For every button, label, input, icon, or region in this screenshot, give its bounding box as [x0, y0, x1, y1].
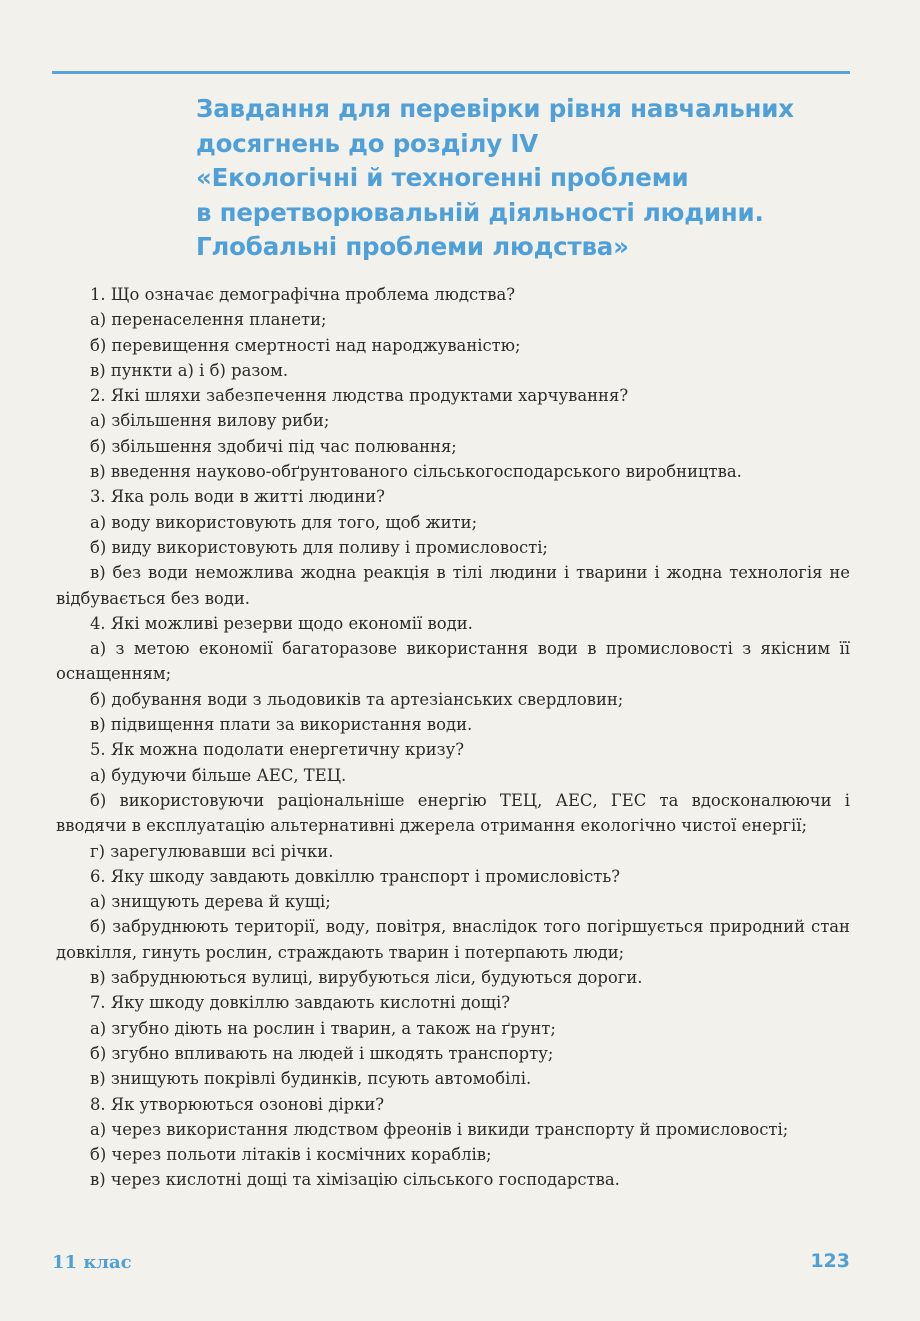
question-5-option-d: г) зарегулювавши всі річки.: [90, 841, 334, 861]
question-4-option-b: б) добування води з льодовиків та артезіанських свердловин;: [90, 689, 624, 709]
top-divider: [52, 71, 850, 74]
question-7-option-b: б) згубно впливають на людей і шкодять транспорту;: [90, 1043, 554, 1063]
question-1-option-a: а) перенаселення планети;: [90, 310, 327, 330]
question-4-option-c: в) підвищення плати за використання води.: [90, 715, 473, 735]
heading-line-1: Завдання для перевірки рівня навчальних: [196, 94, 794, 123]
questions-body: [56, 282, 850, 1193]
question-5-option-a: а) будуючи більше АЕС, ТЕЦ.: [90, 765, 347, 785]
question-3-option-b: б) виду використовують для поливу і промисловості;: [90, 537, 548, 557]
question-1-option-b: б) перевищення смертності над народжуваністю;: [90, 335, 521, 355]
page-number: 123: [810, 1250, 850, 1272]
grade-label: 11 клас: [52, 1252, 132, 1273]
question-1-option-c: в) пункти а) і б) разом.: [90, 360, 289, 380]
question-6: 6. Яку шкоду завдають довкіллю транспорт і промисловість?: [90, 866, 621, 886]
question-4-option-a: а) з метою економії багаторазове використання води в промисловості з якісним її оснащенням;: [56, 639, 850, 684]
question-7-option-a: а) згубно діють на рослин і тварин, а також на ґрунт;: [90, 1018, 556, 1038]
heading-line-5: Глобальні проблеми людства»: [196, 232, 629, 261]
heading-line-3: «Екологічні й техногенні проблеми: [196, 163, 689, 192]
question-2-option-a: а) збільшення вилову риби;: [90, 411, 330, 431]
question-5: 5. Як можна подолати енергетичну кризу?: [90, 740, 465, 760]
question-5-option-b: б) використовуючи раціональніше енергію ТЕЦ, АЕС, ГЕС та вдосконалюючи і вводячи в експлуатацію альтернативні джерела отримання екологічно чистої енергії;: [56, 790, 850, 836]
question-6-option-b: б) забруднюють території, воду, повітря, внаслідок того погіршується природний стан довкілля, гинуть рослин, страждають тварин і потерпають люди;: [56, 917, 850, 962]
question-3: 3. Яка роль води в житті людини?: [90, 487, 385, 507]
question-2: 2. Які шляхи забезпечення людства продуктами харчування?: [90, 386, 629, 406]
heading-line-4: в перетворювальній діяльності людини.: [196, 197, 764, 227]
question-3-option-a: а) воду використовують для того, щоб жити;: [90, 512, 478, 532]
question-4: 4. Які можливі резерви щодо економії води.: [90, 613, 473, 633]
question-1: 1. Що означає демографічна проблема людства?: [90, 285, 516, 304]
question-7: 7. Яку шкоду довкіллю завдають кислотні дощі?: [90, 993, 511, 1013]
question-7-option-c: в) знищують покрівлі будинків, псують автомобілі.: [90, 1069, 532, 1089]
heading-line-2: досягнень до розділу IV: [196, 128, 539, 158]
question-8-option-b: б) через польоти літаків і космічних кораблів;: [90, 1145, 492, 1165]
section-heading: [196, 92, 836, 265]
question-8: 8. Як утворюються озонові дірки?: [90, 1094, 385, 1114]
question-6-option-a: а) знищують дерева й кущі;: [90, 892, 331, 912]
question-8-option-a: а) через використання людством фреонів і викиди транспорту й промисловості;: [90, 1119, 789, 1139]
question-3-option-c: в) без води неможлива жодна реакція в тілі людини і тварини і жодна технологія не відбувається без води.: [56, 563, 850, 608]
question-2-option-b: б) збільшення здобичі під час полювання;: [90, 436, 457, 456]
question-2-option-c: в) введення науково-обґрунтованого сільськогосподарського виробництва.: [90, 462, 742, 482]
question-6-option-c: в) забруднюються вулиці, вирубуються ліси, будуються дороги.: [90, 968, 643, 988]
question-8-option-c: в) через кислотні дощі та хімізацію сільського господарства.: [90, 1170, 620, 1190]
